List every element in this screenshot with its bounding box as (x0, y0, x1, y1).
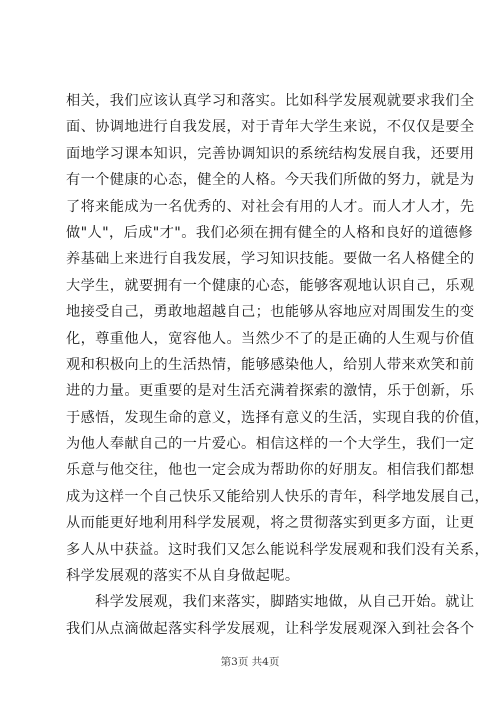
text-line: 进的力量。更重要的是对生活充满着探索的激情，乐于创新，乐 (66, 383, 475, 400)
text-line: 多人从中获益。这时我们又怎么能说科学发展观和我们没有关系， (66, 541, 490, 558)
text-line: 大学生，就要拥有一个健康的心态，能够客观地认识自己，乐观 (66, 277, 475, 294)
text-line: 我们从点滴做起落实科学发展观，让科学发展观深入到社会各个 (66, 620, 475, 637)
text-line: 有一个健康的心态，健全的人格。今天我们所做的努力，就是为 (66, 172, 475, 189)
body-text (66, 88, 490, 642)
text-line: 做"人"，后成"才"。我们必须在拥有健全的人格和良好的道德修 (66, 224, 473, 241)
text-line: 科学发展观的落实不从自身做起呢。 (66, 568, 300, 585)
text-line: 面、协调地进行自我发展，对于青年大学生来说，不仅仅是要全 (66, 119, 475, 136)
text-line: 乐意与他交往，他也一定会成为帮助你的好朋友。相信我们都想 (66, 462, 475, 479)
text-line: 于感悟，发现生命的意义，选择有意义的生活，实现自我的价值， (66, 409, 490, 426)
text-line: 了将来能成为一名优秀的、对社会有用的人才。而人才人才，先 (66, 198, 475, 215)
text-line: 相关，我们应该认真学习和落实。比如科学发展观就要求我们全 (66, 93, 475, 109)
text-line: 从而能更好地利用科学发展观，将之贯彻落实到更多方面，让更 (66, 515, 475, 532)
text-line: 地接受自己，勇敢地超越自己；也能够从容地应对周围发生的变 (66, 304, 475, 321)
page-number-footer: 第3页 共4页 (220, 656, 280, 668)
text-line: 科学发展观，我们来落实，脚踏实地做，从自己开始。就让 (66, 594, 475, 611)
text-line: 化，尊重他人，宽容他人。当然少不了的是正确的人生观与价值 (66, 330, 475, 347)
text-line: 成为这样一个自己快乐又能给别人快乐的青年，科学地发展自己， (66, 488, 490, 505)
text-line: 观和积极向上的生活热情，能够感染他人，给别人带来欢笑和前 (66, 356, 475, 373)
text-line: 面地学习课本知识，完善协调知识的系统结构发展自我，还要用 (66, 145, 475, 162)
text-line: 为他人奉献自己的一片爱心。相信这样的一个大学生，我们一定 (66, 436, 475, 453)
text-line: 养基础上来进行自我发展，学习知识技能。要做一名人格健全的 (66, 251, 475, 268)
